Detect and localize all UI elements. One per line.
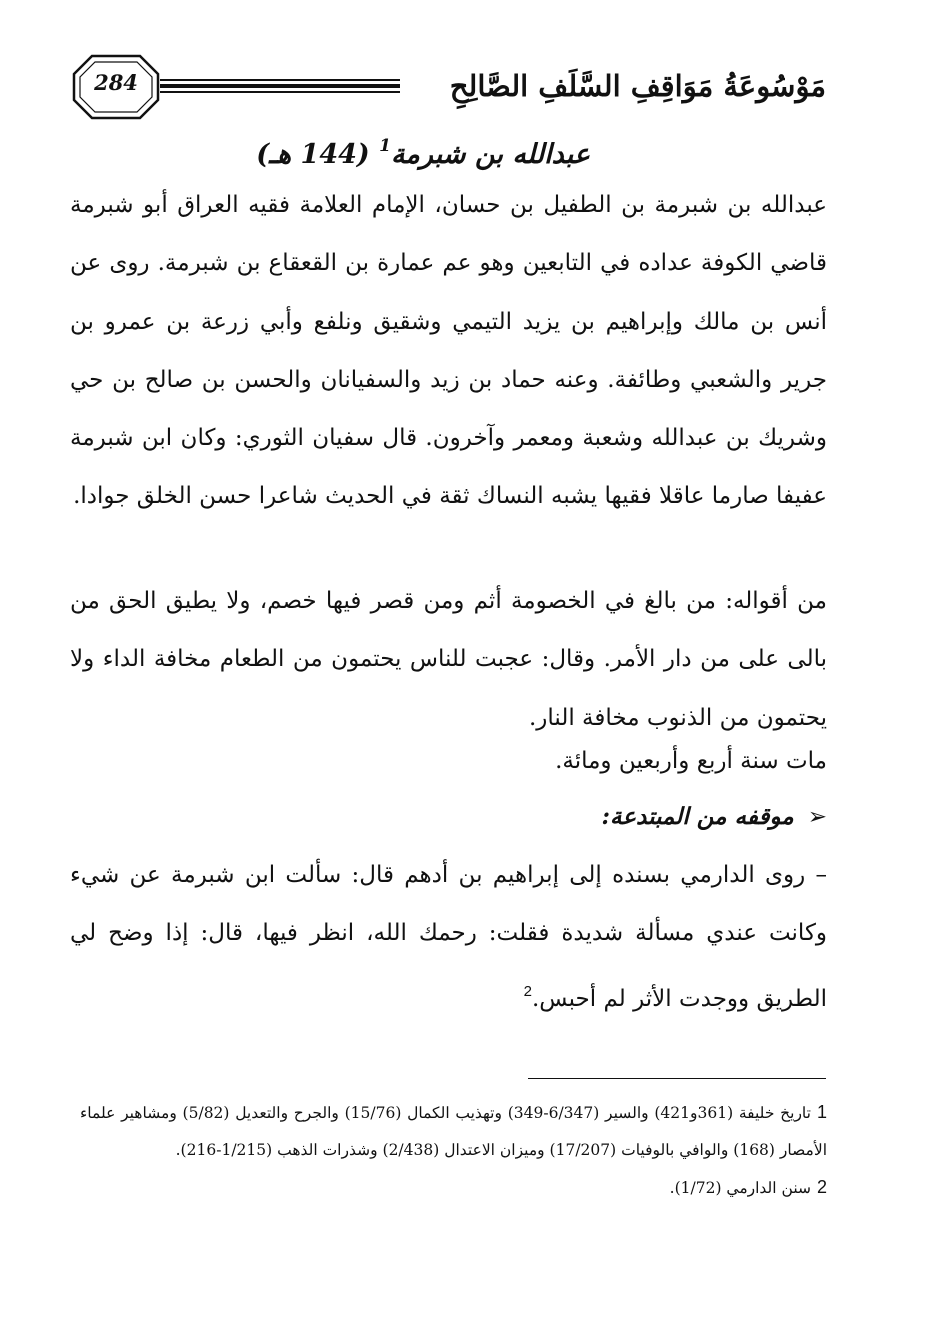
footnote-item xyxy=(80,1094,827,1169)
death-paragraph: مات سنة أربع وأربعين ومائة. xyxy=(555,748,827,774)
footnote-text: سنن الدارمي (1/72). xyxy=(669,1179,811,1197)
footnotes xyxy=(80,1094,827,1207)
header-rule xyxy=(160,79,400,93)
heading-footnote-ref[interactable]: 1 xyxy=(379,136,391,156)
sayings-paragraph: من أقواله: من بالغ في الخصومة أثم ومن قصر فيها خصم، ولا يطيق الحق من بالى على من دار الأمر. وقال: عجبت للناس يحتمون من الطعام مخافة الداء ولا يحتمون من الذنوب مخافة النار. xyxy=(70,588,827,731)
page-number-badge xyxy=(70,52,162,122)
narration-paragraph xyxy=(70,846,827,1028)
subheading-text: موقفه من المبتدعة: xyxy=(601,803,794,830)
footnote-text: تاريخ خليفة (361و421) والسير (6/347-349) وتهذيب الكمال (15/76) والجرح والتعديل (5/82) ومشاهير علماء الأمصار (168) والوافي بالوفيات (17/207) وميزان الاعتدال (2/438) وشذرات الذهب (1/215-216). xyxy=(80,1104,827,1159)
heading-date: (144 هـ) xyxy=(256,139,370,170)
narration-footnote-ref[interactable]: 2 xyxy=(523,982,532,1000)
biography-paragraph: عبدالله بن شبرمة بن الطفيل بن حسان، الإمام العلامة فقيه العراق أبو شبرمة قاضي الكوفة عداده في التابعين وهو عم عمارة بن القعقاع بن شبرمة. روى عن أنس بن مالك وإبراهيم بن يزيد التيمي وشقيق ونلفع وأبي زرعة بن عمرو بن جرير والشعبي وطائفة. وعنه حماد بن زيد والسفيانان والحسن بن صالح بن حي وشريك بن عبدالله وشعبة ومعمر وآخرون. قال سفيان الثوري: وكان ابن شبرمة عفيفا صارما عاقلا فقيها يشبه النساك ثقة في الحديث شاعرا حسن الخلق جوادا. xyxy=(70,192,827,510)
footnote-number: 1 xyxy=(816,1102,827,1122)
page-header xyxy=(70,52,860,122)
footnote-divider xyxy=(528,1078,826,1079)
section-heading xyxy=(150,118,590,174)
footnote-item xyxy=(80,1169,827,1207)
heading-title: عبدالله بن شبرمة xyxy=(390,139,590,170)
footnote-number: 2 xyxy=(816,1177,827,1197)
innovators-subheading xyxy=(300,788,827,846)
book-title: مَوْسُوعَةُ مَوَاقِفِ السَّلَفِ الصَّالِحِ xyxy=(449,69,826,103)
page-number: 284 xyxy=(94,70,138,95)
narration-text: – روى الدارمي بسنده إلى إبراهيم بن أدهم قال: سألت ابن شبرمة عن شيء وكانت عندي مسألة شديدة فقلت: رحمك الله، انظر فيها، قال: إذا وضح لي الطريق ووجدت الأثر لم أحبس. xyxy=(70,862,827,1012)
arrow-bullet-icon: ➢ xyxy=(807,804,827,830)
